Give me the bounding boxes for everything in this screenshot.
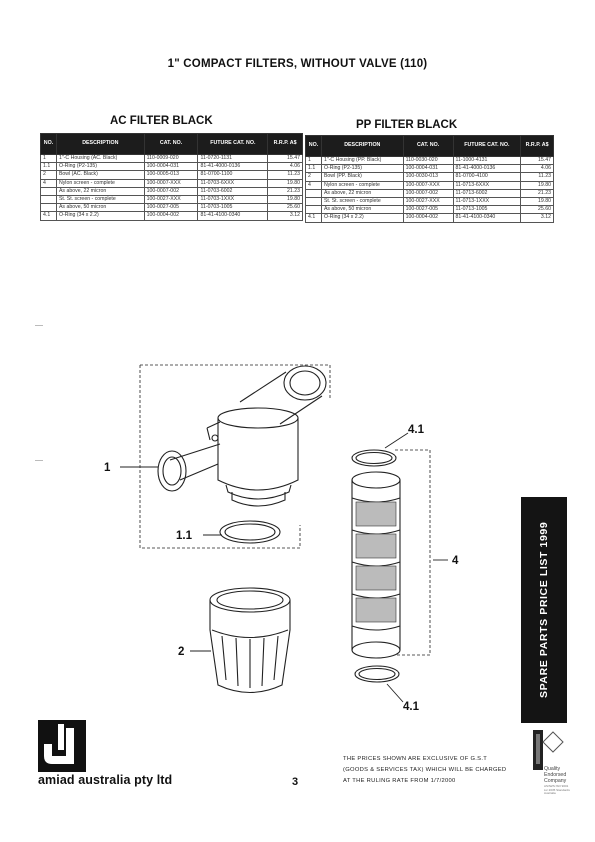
housing-drawing bbox=[158, 366, 326, 506]
cell-future-cat-no: 81-41-4100-0340 bbox=[198, 212, 268, 220]
quality-endorsed-small-print: AS/NZS ISO 9001 Lic 2035 Standards Australia bbox=[544, 784, 570, 796]
cell-no: 4 bbox=[306, 181, 322, 189]
quality-endorsed-text: Quality Endorsed Company bbox=[544, 766, 567, 784]
cell-cat-no: 100-0027-005 bbox=[403, 206, 453, 214]
header-future-cat-no: FUTURE CAT. NO. bbox=[453, 136, 521, 157]
table-row bbox=[41, 163, 303, 171]
cell-no: 4.1 bbox=[41, 212, 57, 220]
oring-4-1-bottom-drawing bbox=[355, 666, 399, 682]
cell-future-cat-no: 81-0700-4100 bbox=[453, 173, 521, 181]
header-rrp: R.R.P. A$ bbox=[268, 134, 303, 155]
header-cat-no: CAT. NO. bbox=[403, 136, 453, 157]
cell-description: As above, 50 micron bbox=[56, 204, 144, 212]
cell-future-cat-no: 81-41-4000-0136 bbox=[198, 163, 268, 171]
cell-description: Bowl (AC. Black) bbox=[56, 171, 144, 179]
cell-cat-no: 100-0030-013 bbox=[403, 173, 453, 181]
cell-rrp: 3.12 bbox=[521, 214, 554, 222]
ac-section-title: AC FILTER BLACK bbox=[110, 115, 213, 127]
cell-cat-no: 110-0009-020 bbox=[144, 155, 198, 163]
housing-dashed-frame bbox=[140, 365, 330, 548]
cell-no bbox=[41, 196, 57, 204]
header-rrp: R.R.P. A$ bbox=[521, 136, 554, 157]
cell-description: Nylon screen - complete bbox=[321, 181, 403, 189]
cell-future-cat-no: 11-0703-6002 bbox=[198, 187, 268, 195]
cell-rrp: 4.06 bbox=[521, 165, 554, 173]
cell-no bbox=[306, 198, 322, 206]
callout-oring-4-1-bottom: 4.1 bbox=[403, 701, 419, 713]
cell-cat-no: 100-0005-013 bbox=[144, 171, 198, 179]
cell-description: O-Ring (34 x 2.2) bbox=[321, 214, 403, 222]
cell-future-cat-no: 11-0713-6002 bbox=[453, 189, 521, 197]
cell-rrp: 19.80 bbox=[268, 196, 303, 204]
screen-drawing bbox=[352, 472, 400, 658]
cell-cat-no: 100-0007-XXX bbox=[144, 179, 198, 187]
cell-future-cat-no: 11-0703-1005 bbox=[198, 204, 268, 212]
cell-rrp: 21.23 bbox=[521, 189, 554, 197]
table-row bbox=[306, 214, 554, 222]
oring-1-1-drawing bbox=[220, 521, 280, 543]
ac-parts-table bbox=[40, 133, 303, 221]
cell-description: As above, 50 micron bbox=[321, 206, 403, 214]
callout-screen: 4 bbox=[452, 555, 459, 567]
cell-rrp: 25.60 bbox=[268, 204, 303, 212]
cell-future-cat-no: 11-0713-1005 bbox=[453, 206, 521, 214]
cell-no bbox=[41, 204, 57, 212]
cell-future-cat-no: 11-0713-1XXX bbox=[453, 198, 521, 206]
table-row bbox=[306, 165, 554, 173]
cell-no: 1 bbox=[306, 157, 322, 165]
cell-cat-no: 100-0007-002 bbox=[403, 189, 453, 197]
table-row bbox=[306, 181, 554, 189]
cell-rrp: 3.12 bbox=[268, 212, 303, 220]
table-header-row bbox=[306, 136, 554, 157]
table-row bbox=[306, 198, 554, 206]
table-row bbox=[41, 171, 303, 179]
margin-mark bbox=[35, 325, 43, 326]
cell-cat-no: 100-0027-XXX bbox=[403, 198, 453, 206]
cell-cat-no: 100-0027-XXX bbox=[144, 196, 198, 204]
cell-rrp: 15.47 bbox=[268, 155, 303, 163]
cell-rrp: 19.80 bbox=[521, 181, 554, 189]
table-row bbox=[41, 187, 303, 195]
table-header-row bbox=[41, 134, 303, 155]
cell-future-cat-no: 11-0720-1131 bbox=[198, 155, 268, 163]
bowl-drawing bbox=[210, 588, 290, 693]
table-row bbox=[41, 196, 303, 204]
table-row bbox=[306, 157, 554, 165]
amiad-logo bbox=[38, 720, 86, 772]
cell-no: 2 bbox=[306, 173, 322, 181]
cell-future-cat-no: 11-0703-1XXX bbox=[198, 196, 268, 204]
cell-rrp: 19.80 bbox=[268, 179, 303, 187]
table-row bbox=[41, 204, 303, 212]
oring-4-1-top-drawing bbox=[352, 450, 396, 466]
cell-no: 4.1 bbox=[306, 214, 322, 222]
cell-cat-no: 100-0004-002 bbox=[144, 212, 198, 220]
side-banner-text: SPARE PARTS PRICE LIST 1999 bbox=[538, 521, 550, 699]
cell-cat-no: 100-0004-002 bbox=[403, 214, 453, 222]
cell-description: O-Ring (34 x 2.2) bbox=[56, 212, 144, 220]
cell-description: St. St. screen - complete bbox=[56, 196, 144, 204]
header-description: DESCRIPTION bbox=[321, 136, 403, 157]
cell-future-cat-no: 81-0700-1100 bbox=[198, 171, 268, 179]
cell-rrp: 11.23 bbox=[521, 173, 554, 181]
table-row bbox=[41, 212, 303, 220]
exploded-filter-diagram bbox=[0, 340, 595, 720]
cell-description: As above, 22 micron bbox=[56, 187, 144, 195]
cell-future-cat-no: 81-41-4000-0136 bbox=[453, 165, 521, 173]
table-row bbox=[306, 189, 554, 197]
cell-description: As above, 22 micron bbox=[321, 189, 403, 197]
cell-no: 1 bbox=[41, 155, 57, 163]
cell-future-cat-no: 11-0713-6XXX bbox=[453, 181, 521, 189]
cell-rrp: 25.60 bbox=[521, 206, 554, 214]
page-title: 1" COMPACT FILTERS, WITHOUT VALVE (110) bbox=[167, 58, 428, 70]
callout-leaders bbox=[120, 433, 448, 702]
cell-no bbox=[41, 187, 57, 195]
cell-description: 1"-C Housing (AC. Black) bbox=[56, 155, 144, 163]
table-row bbox=[306, 206, 554, 214]
cell-description: O-Ring (P2-135) bbox=[321, 165, 403, 173]
cell-future-cat-no: 81-41-4100-0340 bbox=[453, 214, 521, 222]
cell-cat-no: 110-0030-020 bbox=[403, 157, 453, 165]
page-number: 3 bbox=[292, 776, 299, 788]
callout-housing: 1 bbox=[104, 462, 111, 474]
cell-future-cat-no: 11-1000-4131 bbox=[453, 157, 521, 165]
header-no: NO. bbox=[41, 134, 57, 155]
cell-rrp: 4.06 bbox=[268, 163, 303, 171]
callout-oring-4-1-top: 4.1 bbox=[408, 424, 424, 436]
cell-no: 2 bbox=[41, 171, 57, 179]
cell-no bbox=[306, 206, 322, 214]
header-description: DESCRIPTION bbox=[56, 134, 144, 155]
cell-cat-no: 100-0007-002 bbox=[144, 187, 198, 195]
cell-rrp: 19.80 bbox=[521, 198, 554, 206]
callout-bowl: 2 bbox=[178, 646, 185, 658]
company-name: amiad australia pty ltd bbox=[38, 773, 173, 787]
cell-description: St. St. screen - complete bbox=[321, 198, 403, 206]
callout-oring-1-1: 1.1 bbox=[176, 530, 192, 542]
pp-parts-table bbox=[305, 135, 554, 223]
header-no: NO. bbox=[306, 136, 322, 157]
table-row bbox=[41, 155, 303, 163]
cell-cat-no: 100-0007-XXX bbox=[403, 181, 453, 189]
cell-rrp: 15.47 bbox=[521, 157, 554, 165]
gst-note: THE PRICES SHOWN ARE EXCLUSIVE OF G.S.T (GOODS & SERVICES TAX) WHICH WILL BE CHARGED AT THE RULING RATE FROM 1/7/2000 bbox=[343, 756, 507, 784]
cell-description: Nylon screen - complete bbox=[56, 179, 144, 187]
cell-description: 1"-C Housing (PP. Black) bbox=[321, 157, 403, 165]
cell-rrp: 21.23 bbox=[268, 187, 303, 195]
cell-cat-no: 100-0027-005 bbox=[144, 204, 198, 212]
cell-rrp: 11.23 bbox=[268, 171, 303, 179]
cell-no: 1.1 bbox=[306, 165, 322, 173]
pp-section-title: PP FILTER BLACK bbox=[356, 119, 458, 131]
cell-cat-no: 100-0004-031 bbox=[403, 165, 453, 173]
cell-future-cat-no: 11-0703-6XXX bbox=[198, 179, 268, 187]
cell-no: 1.1 bbox=[41, 163, 57, 171]
table-row bbox=[41, 179, 303, 187]
cell-description: O-Ring (P2-135) bbox=[56, 163, 144, 171]
header-cat-no: CAT. NO. bbox=[144, 134, 198, 155]
table-row bbox=[306, 173, 554, 181]
cell-cat-no: 100-0004-031 bbox=[144, 163, 198, 171]
cell-no bbox=[306, 189, 322, 197]
cell-description: Bowl (PP. Black) bbox=[321, 173, 403, 181]
header-future-cat-no: FUTURE CAT. NO. bbox=[198, 134, 268, 155]
cell-no: 4 bbox=[41, 179, 57, 187]
